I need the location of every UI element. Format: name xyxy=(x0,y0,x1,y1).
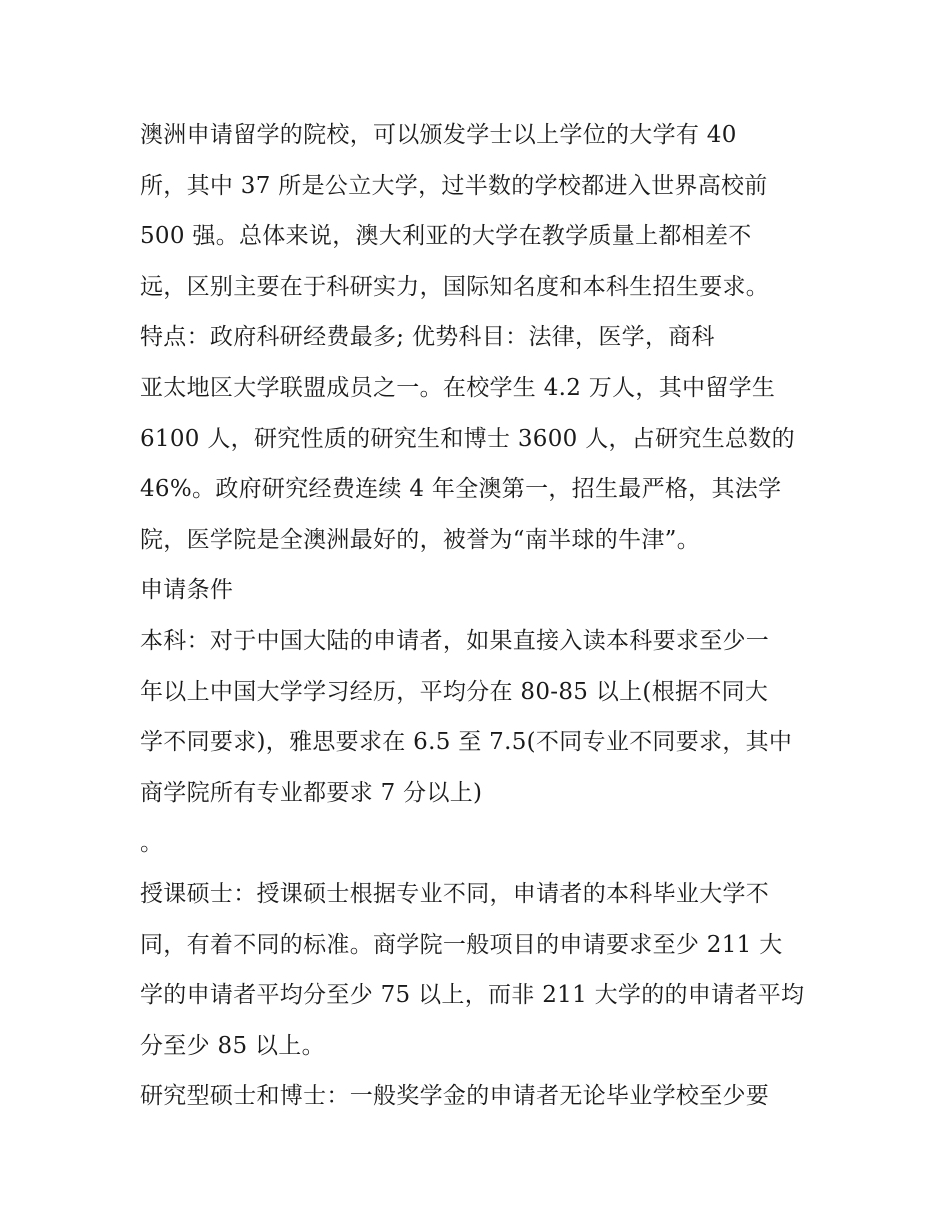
text-line-description-3: 46%。政府研究经费连续 4 年全澳第一，招生最严格，其法学 xyxy=(140,476,782,503)
text-line-intro-1: 澳洲申请留学的院校，可以颁发学士以上学位的大学有 40 xyxy=(140,122,737,148)
text-line-intro-3: 500 强。总体来说，澳大利亚的大学在教学质量上都相差不 xyxy=(140,223,752,250)
text-line-description-2: 6100 人，研究性质的研究生和博士 3600 人，占研究生总数的 xyxy=(140,425,795,452)
text-line-research-1: 研究型硕士和博士：一般奖学金的申请者无论毕业学校至少要 xyxy=(140,1083,770,1110)
text-line-period: 。 xyxy=(140,830,164,857)
text-line-undergrad-4: 商学院所有专业都要求 7 分以上) xyxy=(140,779,483,806)
text-line-description-4: 院，医学院是全澳洲最好的，被誉为“南半球的牛津”。 xyxy=(140,526,701,553)
text-line-description-1: 亚太地区大学联盟成员之一。在校学生 4.2 万人，其中留学生 xyxy=(140,374,776,401)
document-body xyxy=(140,110,820,1122)
text-line-undergrad-2: 年以上中国大学学习经历，平均分在 80-85 以上(根据不同大 xyxy=(140,678,769,705)
text-line-intro-2: 所，其中 37 所是公立大学，过半数的学校都进入世界高校前 xyxy=(140,172,768,199)
text-line-coursework-3: 学的申请者平均分至少 75 以上，而非 211 大学的的申请者平均 xyxy=(140,982,805,1009)
text-line-features: 特点：政府科研经费最多; 优势科目：法律，医学，商科 xyxy=(140,324,715,351)
text-line-undergrad-3: 学不同要求)，雅思要求在 6.5 至 7.5(不同专业不同要求，其中 xyxy=(140,729,793,756)
text-line-undergrad-1: 本科：对于中国大陆的申请者，如果直接入读本科要求至少一 xyxy=(140,627,770,654)
text-line-intro-4: 远，区别主要在于科研实力，国际知名度和本科生招生要求。 xyxy=(140,273,770,300)
text-line-coursework-4: 分至少 85 以上。 xyxy=(140,1032,325,1059)
section-heading-requirements: 申请条件 xyxy=(140,577,234,604)
text-line-coursework-1: 授课硕士：授课硕士根据专业不同，申请者的本科毕业大学不 xyxy=(140,880,770,907)
text-line-coursework-2: 同，有着不同的标准。商学院一般项目的申请要求至少 211 大 xyxy=(140,931,783,958)
